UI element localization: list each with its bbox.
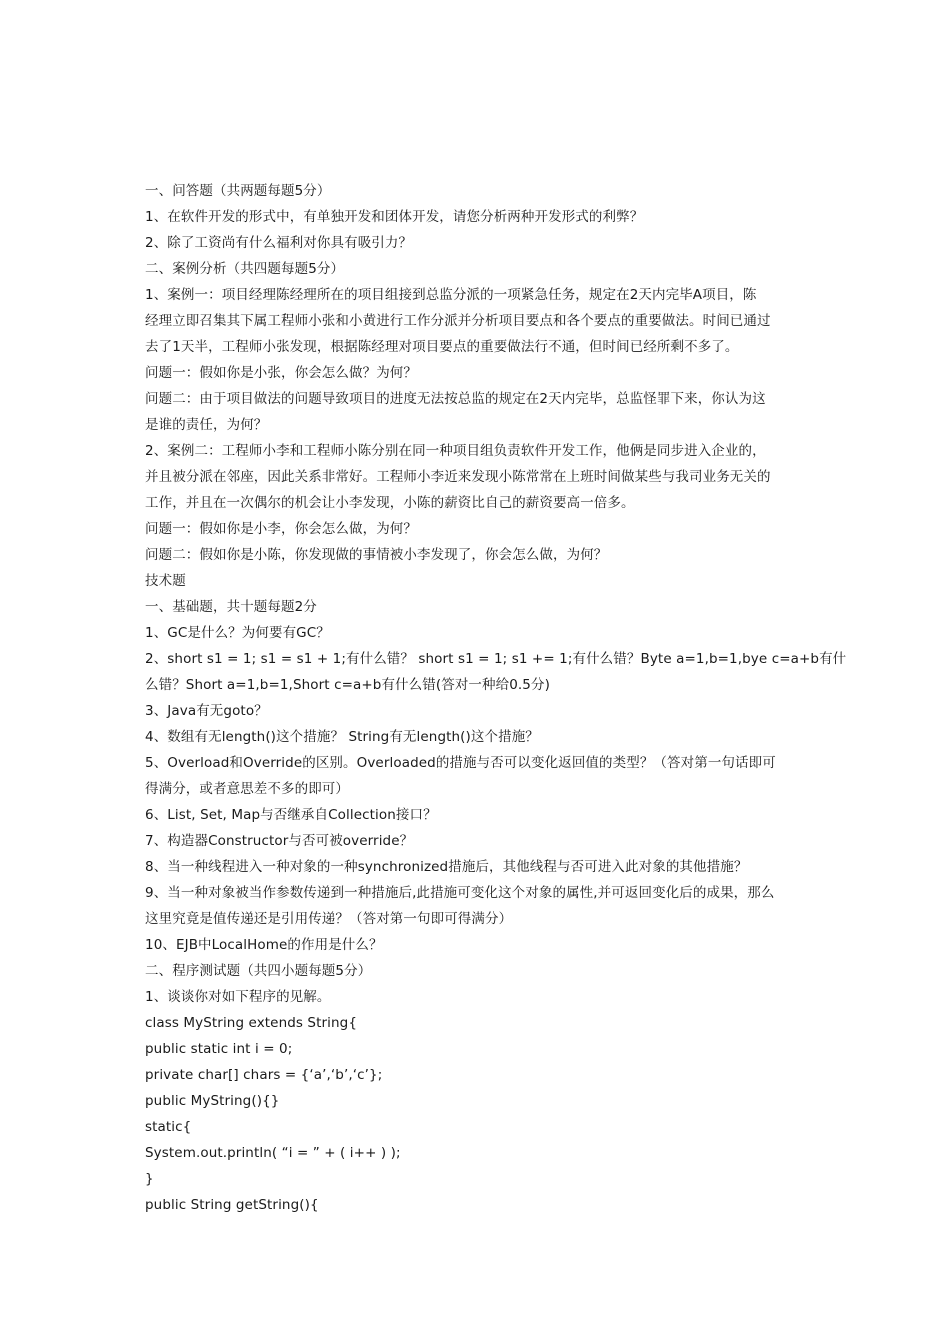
- code-line: }: [145, 1171, 154, 1187]
- code-line: class MyString extends String{: [145, 1015, 358, 1031]
- case-text: 经理立即召集其下属工程师小张和小黄进行工作分派并分析项目要点和各个要点的重要做法。时间已通过: [145, 313, 771, 329]
- code-line: public MyString(){}: [145, 1093, 280, 1109]
- question-text: 1、GC是什么？为何要有GC？: [145, 625, 330, 641]
- question-text: 问题一：假如你是小张，你会怎么做？为何？: [145, 365, 417, 381]
- case-text: 并且被分派在邻座，因此关系非常好。工程师小李近来发现小陈常常在上班时间做某些与我司业务无关的: [145, 469, 771, 485]
- question-text: 问题二：假如你是小陈，你发现做的事情被小李发现了，你会怎么做，为何？: [145, 547, 608, 563]
- document-body: [145, 178, 847, 1218]
- section-heading: 一、问答题（共两题每题5分）: [145, 183, 331, 199]
- question-text: 3、Java有无goto？: [145, 703, 268, 719]
- question-text: 2、除了工资尚有什么福利对你具有吸引力？: [145, 235, 413, 251]
- question-text: 10、EJB中LocalHome的作用是什么？: [145, 937, 383, 953]
- question-text: 1、在软件开发的形式中，有单独开发和团体开发，请您分析两种开发形式的利弊？: [145, 209, 644, 225]
- question-text: 问题二：由于项目做法的问题导致项目的进度无法按总监的规定在2天内完毕，总监怪罪下来，你认为这: [145, 391, 766, 407]
- question-text: 9、当一种对象被当作参数传递到一种措施后,此措施可变化这个对象的属性,并可返回变化后的成果，那么: [145, 885, 775, 901]
- question-text: 7、构造器Constructor与否可被override？: [145, 833, 414, 849]
- question-text: 6、List, Set, Map与否继承自Collection接口？: [145, 807, 437, 823]
- code-line: System.out.println( “i = ” + ( i++ ) );: [145, 1145, 401, 1161]
- case-text: 工作，并且在一次偶尔的机会让小李发现，小陈的薪资比自己的薪资要高一倍多。: [145, 495, 635, 511]
- section-heading: 二、案例分析（共四题每题5分）: [145, 261, 345, 277]
- code-line: public String getString(){: [145, 1197, 319, 1213]
- question-text: 1、谈谈你对如下程序的见解。: [145, 989, 331, 1005]
- case-text: 1、案例一：项目经理陈经理所在的项目组接到总监分派的一项紧急任务，规定在2天内完毕A项目，陈: [145, 287, 757, 303]
- section-heading: 一、基础题，共十题每题2分: [145, 599, 317, 615]
- question-text: 问题一：假如你是小李，你会怎么做，为何？: [145, 521, 417, 537]
- section-heading: 二、程序测试题（共四小题每题5分）: [145, 963, 372, 979]
- case-text: 去了1天半，工程师小张发现，根据陈经理对项目要点的重要做法行不通，但时间已经所剩不多了。: [145, 339, 739, 355]
- question-text: 这里究竟是值传递还是引用传递？（答对第一句即可得满分）: [145, 911, 513, 927]
- question-text: 是谁的责任，为何？: [145, 417, 268, 433]
- code-line: public static int i = 0;: [145, 1041, 293, 1057]
- section-heading: 技术题: [145, 573, 186, 589]
- code-line: static{: [145, 1119, 192, 1135]
- code-line: private char[] chars = {‘a’,‘b’,‘c’};: [145, 1067, 383, 1083]
- case-text: 2、案例二：工程师小李和工程师小陈分别在同一种项目组负责软件开发工作，他俩是同步进入企业的，: [145, 443, 766, 459]
- question-text: 么错？Short a=1,b=1,Short c=a+b有什么错(答对一种给0.5分): [145, 677, 550, 693]
- question-text: 8、当一种线程进入一种对象的一种synchronized措施后，其他线程与否可进入此对象的其他措施？: [145, 859, 748, 875]
- question-text: 得满分，或者意思差不多的即可）: [145, 781, 349, 797]
- question-text: 2、short s1 = 1; s1 = s1 + 1;有什么错？ short s1 = 1; s1 += 1;有什么错？Byte a=1,b=1,bye c=a+b有什: [145, 651, 847, 667]
- question-text: 5、Overload和Override的区别。Overloaded的措施与否可以变化返回值的类型？（答对第一句话即可: [145, 755, 776, 771]
- question-text: 4、数组有无length()这个措施？ String有无length()这个措施？: [145, 729, 539, 745]
